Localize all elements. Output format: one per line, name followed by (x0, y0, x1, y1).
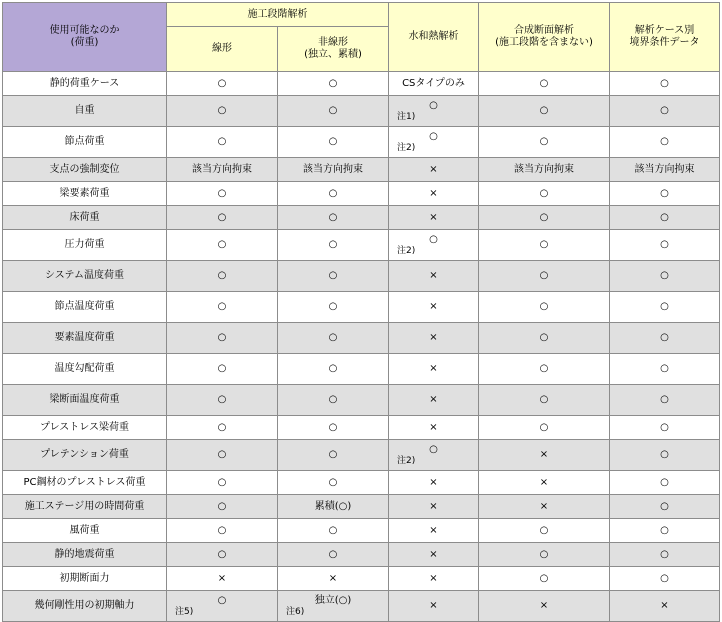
table-cell (479, 471, 610, 495)
table-cell (610, 416, 720, 440)
table-cell (389, 416, 479, 440)
table-cell (389, 261, 479, 292)
cell-value: × (429, 600, 438, 611)
table-row (3, 182, 720, 206)
cell-footnote: 注2) (397, 456, 416, 466)
cell-value: ○ (539, 270, 549, 281)
cell-value: ○ (660, 105, 669, 116)
table-cell (278, 591, 389, 622)
cell-value: ○ (660, 270, 669, 281)
table-row (3, 323, 720, 354)
cell-value: ○ (217, 301, 227, 312)
table-row (3, 416, 720, 440)
cell-value: ○ (328, 421, 338, 433)
table-cell (610, 96, 720, 127)
table-cell (167, 96, 278, 127)
table-cell (167, 416, 278, 440)
table-cell (389, 96, 479, 127)
table-cell (610, 72, 720, 96)
composite-header-line2: (施工段階を含まない) (495, 37, 593, 48)
cell-value: ○ (217, 270, 227, 281)
cell-value: ○ (539, 421, 549, 433)
cell-value: ○ (217, 595, 227, 606)
load-type-label: 自重 (3, 96, 167, 127)
load-type-label: プレテンション荷重 (3, 440, 167, 471)
corner-header-line1: 使用可能なのか (49, 25, 120, 36)
table-cell (278, 323, 389, 354)
table-cell (167, 591, 278, 622)
table-row (3, 543, 720, 567)
cell-value: × (539, 500, 549, 512)
table-cell (167, 471, 278, 495)
table-cell (610, 471, 720, 495)
table-cell (278, 158, 389, 182)
table-cell (389, 543, 479, 567)
corner-header (3, 3, 167, 72)
load-type-label: 風荷重 (3, 519, 167, 543)
table-cell (389, 323, 479, 354)
cell-value: 該当方向拘束 (192, 163, 252, 175)
load-type-label: 初期断面力 (3, 567, 167, 591)
table-cell (167, 72, 278, 96)
cell-value: ○ (217, 421, 227, 433)
load-type-label: 静的地震荷重 (3, 543, 167, 567)
table-cell (389, 158, 479, 182)
cell-footnote: 注5) (175, 607, 194, 617)
cell-value: ○ (539, 211, 549, 223)
table-row (3, 591, 720, 622)
table-cell (167, 354, 278, 385)
table-cell (479, 495, 610, 519)
cell-value: ○ (660, 239, 669, 250)
table-cell (389, 519, 479, 543)
cell-value: ○ (217, 394, 227, 405)
table-row (3, 127, 720, 158)
load-type-label: 静的荷重ケース (3, 72, 167, 96)
load-type-label: 施工ステージ用の時間荷重 (3, 495, 167, 519)
cell-value: 該当方向拘束 (634, 163, 695, 175)
table-row (3, 261, 720, 292)
table-cell (389, 354, 479, 385)
cell-value: ○ (539, 572, 549, 584)
table-cell (479, 261, 610, 292)
table-cell (610, 440, 720, 471)
cell-value: ○ (328, 77, 338, 89)
table-row (3, 354, 720, 385)
cell-value: ○ (328, 332, 338, 343)
table-row (3, 292, 720, 323)
table-cell (479, 292, 610, 323)
cell-value: ○ (539, 332, 549, 343)
cell-value: ○ (217, 548, 227, 560)
cell-value: ○ (660, 524, 669, 536)
cell-value: ○ (328, 449, 338, 460)
cell-value: × (429, 163, 438, 175)
table-cell (278, 543, 389, 567)
load-type-label: 支点の強制変位 (3, 158, 167, 182)
table-cell (278, 471, 389, 495)
cell-value: × (429, 476, 438, 488)
table-cell (610, 127, 720, 158)
table-cell (167, 292, 278, 323)
cell-value: ○ (217, 211, 227, 223)
table-body (3, 72, 720, 622)
table-cell (479, 354, 610, 385)
cell-value: × (660, 600, 669, 611)
cell-value: × (429, 332, 438, 343)
load-type-label: 節点温度荷重 (3, 292, 167, 323)
cell-value: ○ (429, 131, 438, 142)
load-compatibility-table (2, 2, 720, 622)
cell-value: ○ (429, 234, 438, 245)
corner-header-line2: (荷重) (70, 37, 99, 48)
bycase-header-line1: 解析ケース別 (634, 25, 695, 36)
load-type-label: 温度勾配荷重 (3, 354, 167, 385)
cell-value: 累積(○) (314, 500, 352, 512)
table-cell (167, 230, 278, 261)
table-cell (610, 323, 720, 354)
table-cell (167, 261, 278, 292)
cell-value: ○ (539, 363, 549, 374)
table-row (3, 72, 720, 96)
table-cell (479, 230, 610, 261)
table-cell (167, 158, 278, 182)
table-cell (610, 230, 720, 261)
cell-value: ○ (539, 301, 549, 312)
cell-value: ○ (328, 105, 338, 116)
table-cell (389, 182, 479, 206)
cell-value: ○ (660, 301, 669, 312)
table-row (3, 158, 720, 182)
table-cell (610, 519, 720, 543)
table-cell (167, 543, 278, 567)
load-type-label: 梁要素荷重 (3, 182, 167, 206)
cell-value: ○ (328, 136, 338, 147)
cell-value: ○ (660, 77, 669, 89)
cell-value: ○ (217, 524, 227, 536)
cell-value: ○ (328, 211, 338, 223)
cell-value: × (429, 211, 438, 223)
cell-value: ○ (539, 239, 549, 250)
cell-value: × (429, 363, 438, 374)
table-cell (278, 385, 389, 416)
cell-value: ○ (660, 572, 669, 584)
cell-value: ○ (328, 476, 338, 488)
cell-value: ○ (539, 77, 549, 89)
table-cell (479, 440, 610, 471)
cell-value: 独立(○) (314, 595, 352, 606)
table-cell (389, 206, 479, 230)
table-row (3, 96, 720, 127)
table-cell (278, 495, 389, 519)
cell-value: ○ (217, 136, 227, 147)
cell-value: ○ (539, 548, 549, 560)
cell-value: ○ (660, 363, 669, 374)
cell-value: × (429, 301, 438, 312)
cell-value: ○ (539, 524, 549, 536)
table-cell (167, 440, 278, 471)
table-row (3, 440, 720, 471)
cell-value: × (328, 572, 338, 584)
table-cell (479, 567, 610, 591)
table-row (3, 385, 720, 416)
table-cell (278, 96, 389, 127)
cell-value: ○ (660, 394, 669, 405)
cell-value: CSタイプのみ (402, 77, 465, 89)
table-cell (389, 440, 479, 471)
load-type-label: 要素温度荷重 (3, 323, 167, 354)
table-cell (479, 206, 610, 230)
cell-value: ○ (217, 476, 227, 488)
cell-value: × (217, 572, 227, 584)
cell-value: ○ (217, 105, 227, 116)
table-cell (479, 416, 610, 440)
cell-value: ○ (660, 421, 669, 433)
load-type-label: プレストレス梁荷重 (3, 416, 167, 440)
load-type-label: 幾何剛性用の初期軸力 (3, 591, 167, 622)
table-cell (479, 158, 610, 182)
boundary-by-case-header (610, 3, 720, 72)
load-type-label: 床荷重 (3, 206, 167, 230)
table-cell (610, 292, 720, 323)
table-cell (479, 127, 610, 158)
cell-value: ○ (328, 363, 338, 374)
table-cell (167, 182, 278, 206)
cell-value: × (539, 449, 549, 460)
cell-value: ○ (539, 187, 549, 199)
table-cell (610, 354, 720, 385)
table-row (3, 519, 720, 543)
cell-value: ○ (660, 476, 669, 488)
table-cell (278, 261, 389, 292)
cell-value: ○ (660, 548, 669, 560)
table-cell (610, 591, 720, 622)
heat-of-hydration-header: 水和熱解析 (389, 3, 479, 72)
table-cell (278, 206, 389, 230)
cell-value: ○ (660, 211, 669, 223)
table-row (3, 567, 720, 591)
table-row (3, 495, 720, 519)
table-cell (479, 96, 610, 127)
table-cell (278, 127, 389, 158)
load-type-label: 節点荷重 (3, 127, 167, 158)
table-cell (389, 495, 479, 519)
cell-value: ○ (328, 524, 338, 536)
cell-value: × (429, 270, 438, 281)
cell-value: ○ (660, 136, 669, 147)
cell-value: ○ (660, 332, 669, 343)
cell-value: ○ (429, 444, 438, 455)
table-cell (278, 416, 389, 440)
composite-section-header (479, 3, 610, 72)
table-cell (479, 385, 610, 416)
table-cell (167, 495, 278, 519)
cell-value: ○ (660, 500, 669, 512)
cell-footnote: 注2) (397, 143, 416, 153)
table-cell (167, 519, 278, 543)
cell-value: ○ (539, 394, 549, 405)
table-cell (167, 206, 278, 230)
linear-header: 線形 (167, 27, 278, 72)
cell-value: ○ (328, 548, 338, 560)
nonlinear-header-line2: (独立、累積) (304, 49, 362, 60)
cell-value: × (429, 187, 438, 199)
table-cell (278, 292, 389, 323)
load-type-label: 圧力荷重 (3, 230, 167, 261)
cell-value: ○ (660, 187, 669, 199)
table-cell (479, 72, 610, 96)
table-cell (167, 385, 278, 416)
table-cell (610, 385, 720, 416)
table-cell (167, 323, 278, 354)
cell-value: × (429, 524, 438, 536)
table-cell (389, 567, 479, 591)
cell-value: × (429, 394, 438, 405)
table-cell (167, 567, 278, 591)
table-cell (278, 519, 389, 543)
table-cell (479, 182, 610, 206)
table-cell (479, 323, 610, 354)
bycase-header-line2: 境界条件データ (629, 37, 700, 48)
table-cell (389, 127, 479, 158)
cell-footnote: 注6) (286, 607, 305, 617)
table-cell (479, 591, 610, 622)
table-cell (278, 72, 389, 96)
cell-footnote: 注1) (397, 112, 416, 122)
cell-value: × (429, 421, 438, 433)
cell-value: ○ (539, 105, 549, 116)
table-row (3, 230, 720, 261)
cell-value: ○ (217, 449, 227, 460)
table-cell (610, 158, 720, 182)
cell-value: ○ (217, 77, 227, 89)
cell-value: ○ (328, 301, 338, 312)
table-cell (610, 543, 720, 567)
cell-value: × (429, 500, 438, 512)
cell-value: ○ (217, 363, 227, 374)
composite-header-line1: 合成断面解析 (514, 25, 574, 36)
table-cell (610, 261, 720, 292)
cell-value: ○ (217, 332, 227, 343)
table-cell (167, 127, 278, 158)
cell-value: ○ (429, 100, 438, 111)
table-cell (278, 354, 389, 385)
table-cell (610, 206, 720, 230)
cell-value: × (429, 572, 438, 584)
cell-value: × (539, 476, 549, 488)
cell-value: ○ (328, 270, 338, 281)
table-cell (389, 385, 479, 416)
cell-value: ○ (217, 500, 227, 512)
table-cell (610, 495, 720, 519)
cell-value: ○ (328, 394, 338, 405)
cell-value: ○ (328, 187, 338, 199)
cell-value: ○ (328, 239, 338, 250)
cell-value: 該当方向拘束 (514, 163, 574, 175)
cell-value: × (539, 600, 549, 611)
table-cell (278, 440, 389, 471)
load-type-label: システム温度荷重 (3, 261, 167, 292)
table-cell (610, 182, 720, 206)
cell-value: 該当方向拘束 (303, 163, 363, 175)
table-cell (389, 591, 479, 622)
table-cell (479, 519, 610, 543)
load-type-label: PC鋼材のプレストレス荷重 (3, 471, 167, 495)
table-cell (479, 543, 610, 567)
table-cell (610, 567, 720, 591)
table-cell (278, 182, 389, 206)
table-row (3, 206, 720, 230)
table-cell (389, 292, 479, 323)
table-cell (389, 230, 479, 261)
table-cell (389, 471, 479, 495)
nonlinear-header-line1: 非線形 (318, 37, 348, 48)
table-row (3, 471, 720, 495)
load-type-label: 梁断面温度荷重 (3, 385, 167, 416)
cell-value: ○ (217, 187, 227, 199)
cell-value: ○ (217, 239, 227, 250)
cell-value: ○ (660, 449, 669, 460)
cell-value: × (429, 548, 438, 560)
cell-value: ○ (539, 136, 549, 147)
nonlinear-header (278, 27, 389, 72)
construction-stage-header: 施工段階解析 (167, 3, 389, 27)
cell-footnote: 注2) (397, 246, 416, 256)
table-cell (278, 567, 389, 591)
table-cell (278, 230, 389, 261)
table-cell (389, 72, 479, 96)
